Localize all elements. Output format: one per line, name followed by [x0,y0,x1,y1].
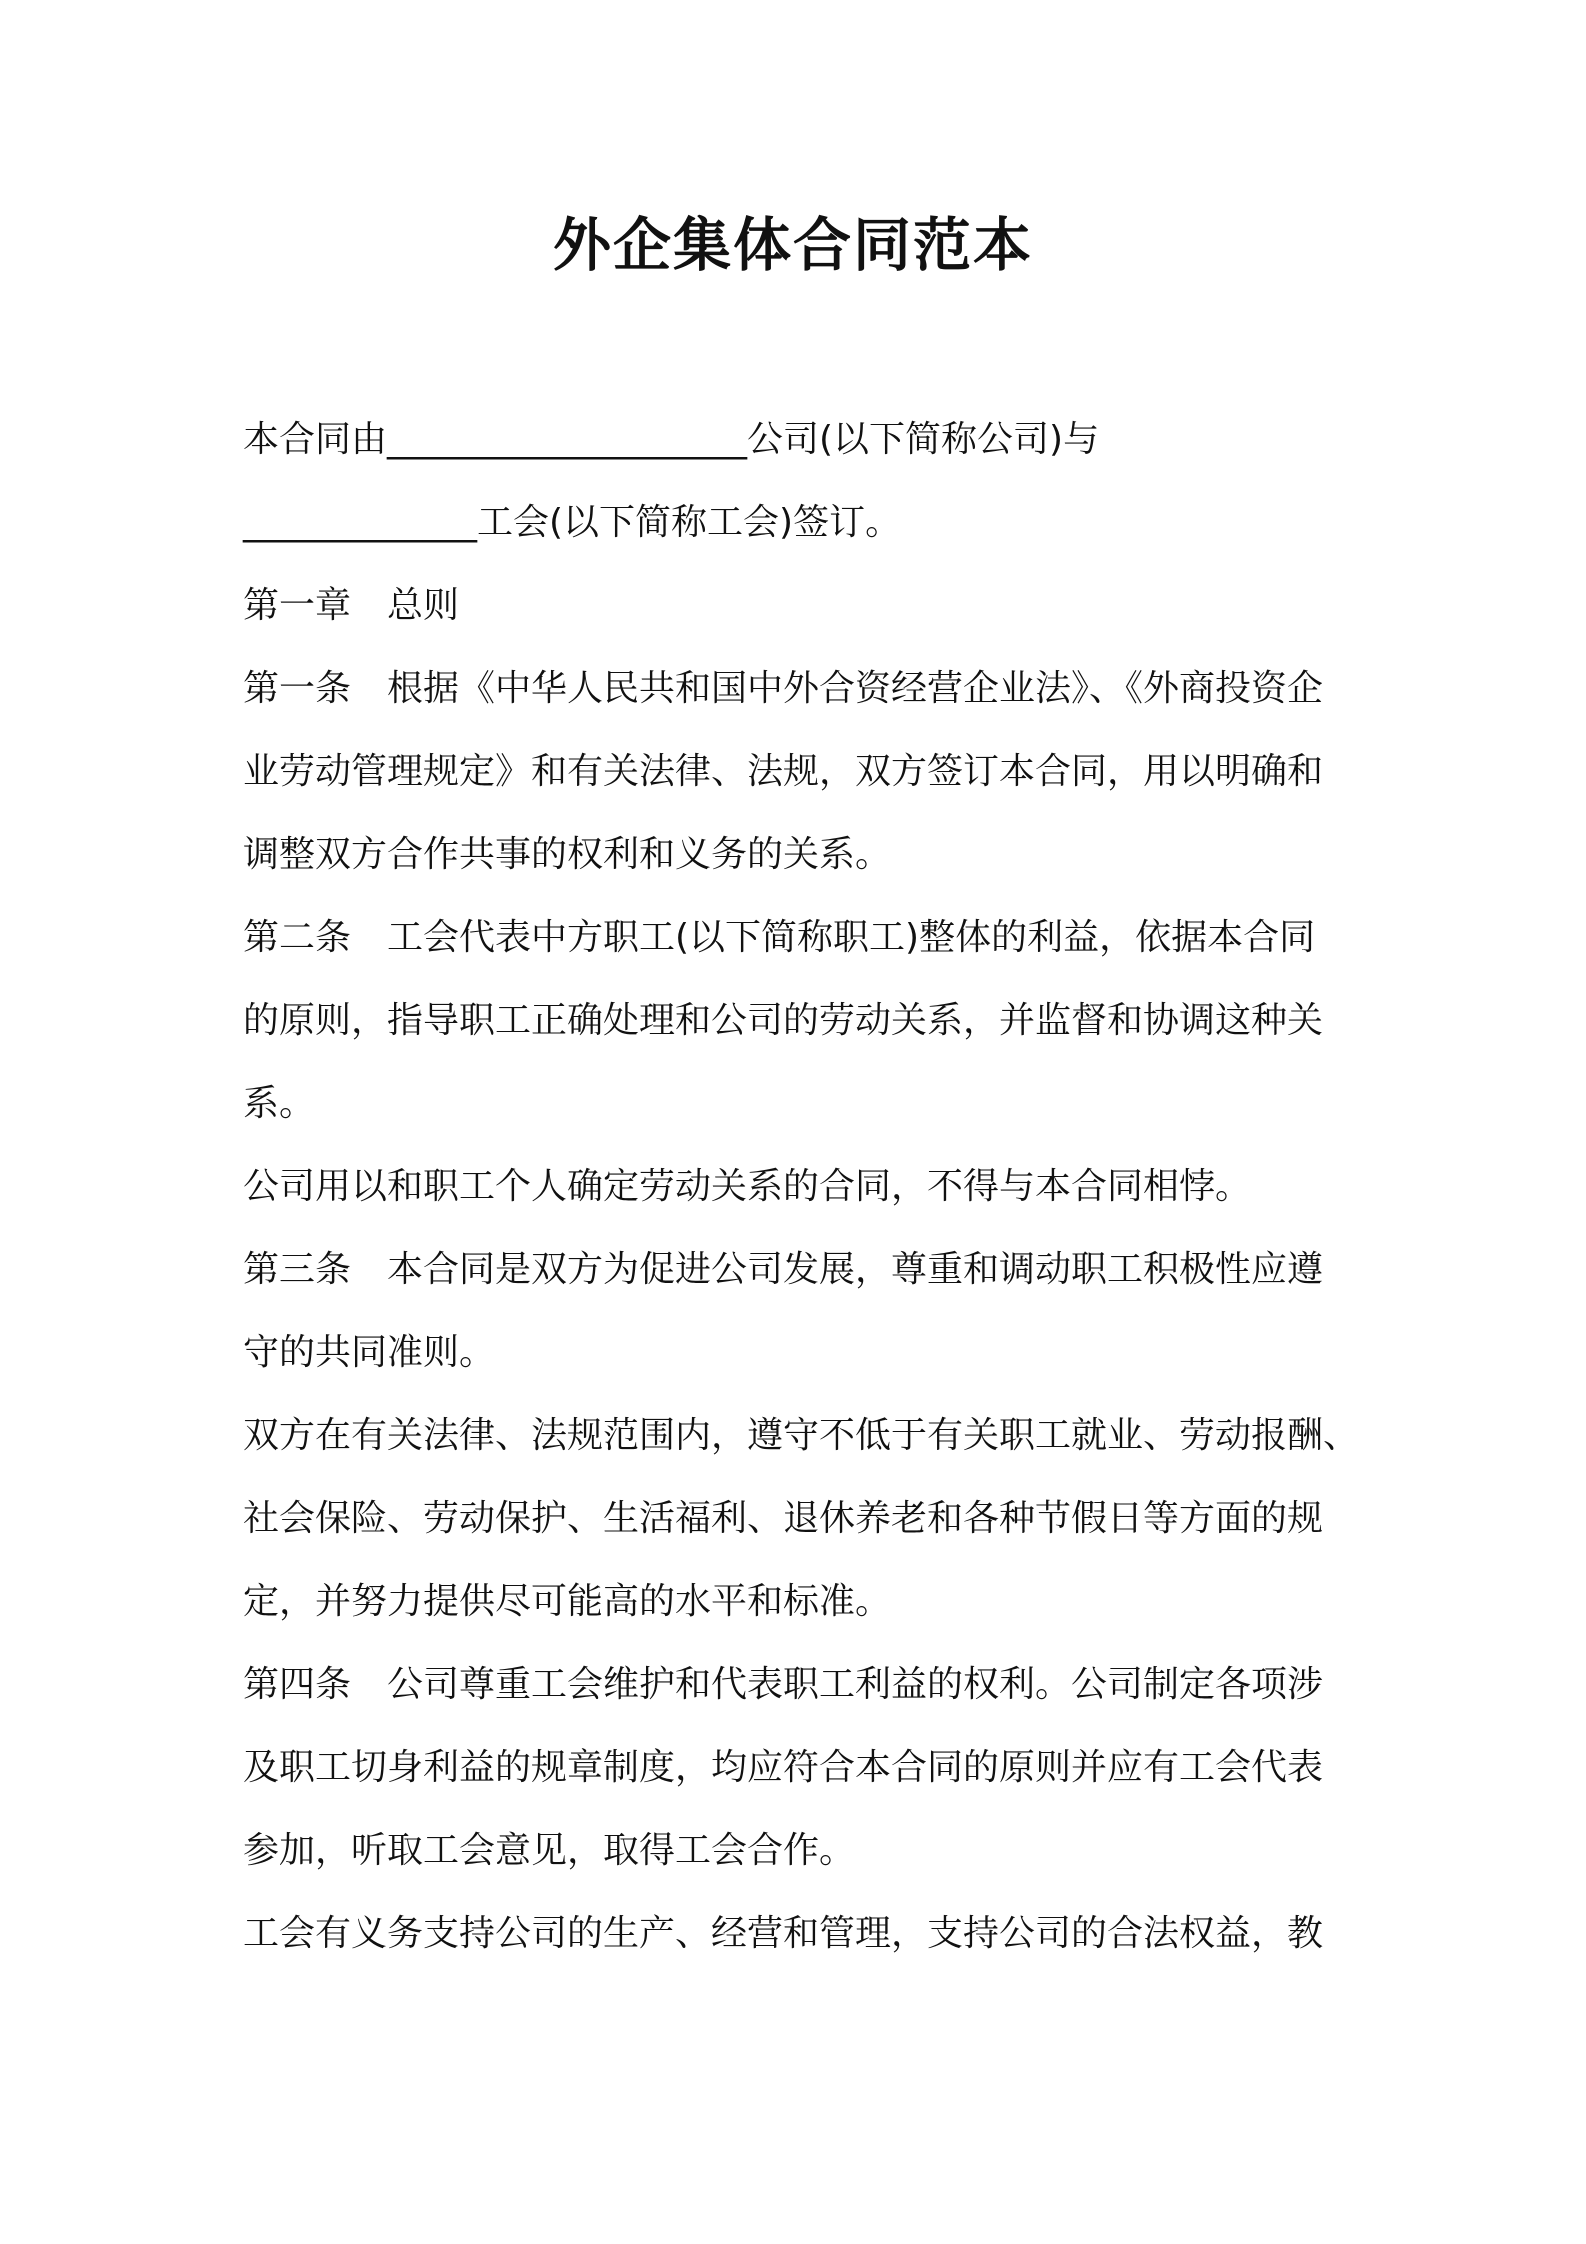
body-line: 第二条 工会代表中方职工(以下简称职工)整体的利益，依据本合同 [243,917,1316,958]
body-line: _____________工会(以下简称工会)签订。 [243,502,902,543]
body-line: 参加，听取工会意见，取得工会合作。 [243,1830,856,1871]
document-body [243,398,1360,1975]
body-line: 本合同由____________________公司(以下简称公司)与 [243,419,1100,460]
chapter-heading: 第一章 总则 [243,585,460,626]
body-line: 定，并努力提供尽可能高的水平和标准。 [243,1581,892,1622]
body-line: 守的共同准则。 [243,1332,496,1373]
body-line: 系。 [243,1083,316,1124]
body-line: 第三条 本合同是双方为促进公司发展，尊重和调动职工积极性应遵 [243,1249,1324,1290]
body-line: 的原则，指导职工正确处理和公司的劳动关系，并监督和协调这种关 [243,1000,1324,1041]
body-line: 社会保险、劳动保护、生活福利、退休养老和各种节假日等方面的规 [243,1498,1324,1539]
body-line: 及职工切身利益的规章制度，均应符合本合同的原则并应有工会代表 [243,1747,1324,1788]
body-line: 第四条 公司尊重工会维护和代表职工利益的权利。公司制定各项涉 [243,1664,1324,1705]
body-line: 双方在有关法律、法规范围内，遵守不低于有关职工就业、劳动报酬、 [243,1415,1360,1456]
body-line: 调整双方合作共事的权利和义务的关系。 [243,834,892,875]
document-title: 外企集体合同范本 [552,211,1033,279]
body-line: 工会有义务支持公司的生产、经营和管理，支持公司的合法权益，教 [243,1913,1324,1954]
body-line: 第一条 根据《中华人民共和国中外合资经营企业法》、《外商投资企 [243,668,1324,709]
body-line: 公司用以和职工个人确定劳动关系的合同，不得与本合同相悖。 [243,1166,1252,1207]
body-line: 业劳动管理规定》和有关法律、法规，双方签订本合同，用以明确和 [243,751,1324,792]
